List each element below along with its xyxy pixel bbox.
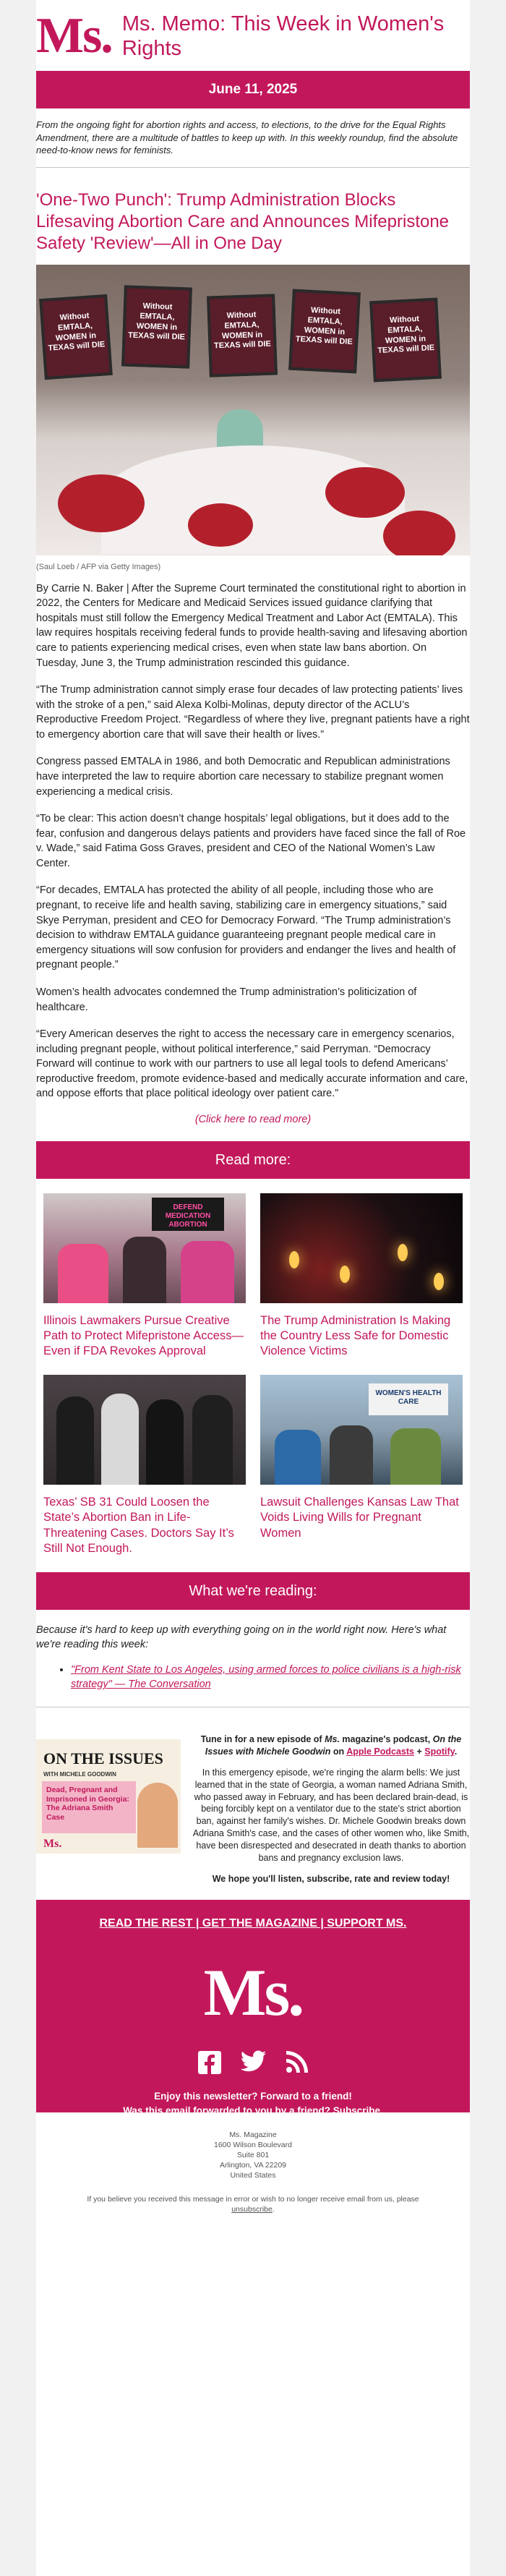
address-line: United States bbox=[230, 2171, 276, 2180]
card-photo[interactable] bbox=[260, 1193, 463, 1303]
red-stain bbox=[383, 511, 455, 555]
card-photo[interactable] bbox=[43, 1375, 246, 1485]
mailing-address bbox=[36, 2112, 470, 2181]
reading-link[interactable]: "From Kent State to Los Angeles, using armed forces to police civilians is a high-risk strategy" — The Conversation bbox=[71, 1663, 461, 1691]
protest-sign: WOMEN'S HEALTH CARE bbox=[369, 1383, 448, 1415]
card-title[interactable]: The Trump Administration Is Making the Country Less Safe for Domestic Violence Victims bbox=[260, 1313, 451, 1358]
facebook-icon[interactable] bbox=[197, 2050, 222, 2075]
card-title[interactable]: Texas’ SB 31 Could Loosen the State’s Abortion Ban in Life-Threatening Cases. Doctors Say It’s Still Not Enough. bbox=[43, 1496, 234, 1555]
card-title[interactable]: Lawsuit Challenges Kansas Law That Voids Living Wills for Pregnant Women bbox=[260, 1496, 459, 1540]
podcast-cover-title: ON THE ISSUES bbox=[43, 1749, 163, 1768]
social-links bbox=[36, 2050, 470, 2075]
podcast-cover-host: WITH MICHELE GOODWIN bbox=[43, 1771, 116, 1778]
header bbox=[36, 0, 470, 64]
reading-heading: What we're reading: bbox=[36, 1572, 470, 1610]
reading-item bbox=[71, 1663, 470, 1692]
article-paragraph: “The Trump administration cannot simply erase four decades of law protecting patients’ lives with the stroke of a pen,” said Alexa Kolbi-Molinas, deputy director of the ACLU’s Reproductive Freedom Project. “Regardless of where they live, pregnant patients have a right to emergency abortion care that will save their health or lives.” bbox=[36, 684, 470, 741]
card-photo[interactable] bbox=[43, 1193, 246, 1303]
ms-logo[interactable]: Ms. bbox=[36, 8, 112, 64]
podcast-cover-logo: Ms. bbox=[43, 1838, 62, 1851]
podcast-cover-episode: Dead, Pregnant and Imprisoned in Georgia: The Adriana Smith Case bbox=[42, 1781, 136, 1833]
protest-sign: Without EMTALA, WOMEN in TEXAS will DIE bbox=[207, 294, 278, 377]
card-photo[interactable] bbox=[260, 1375, 463, 1485]
article-paragraph: Congress passed EMTALA in 1986, and both Democratic and Republican administrations have interpreted the law to require abortion care necessary to stabilize pregnant women experiencing a medical crisis. bbox=[36, 756, 450, 798]
person bbox=[192, 1395, 233, 1485]
reading-section bbox=[36, 1610, 470, 1707]
protester bbox=[275, 1430, 321, 1485]
article-paragraph: “To be clear: This action doesn’t change hospitals’ legal obligations, but it does add to the fear, confusion and dangerous delays patients and providers have faced since the fall of Roe v. Wade,” said Fatima Goss Graves, president and CEO of the National Women’s Law Center. bbox=[36, 813, 466, 869]
read-more-heading: Read more: bbox=[36, 1141, 470, 1179]
host-portrait bbox=[137, 1783, 178, 1848]
card-title[interactable]: Illinois Lawmakers Pursue Creative Path to Protect Mifepristone Access—Even if FDA Revokes Approval bbox=[43, 1313, 244, 1358]
article-paragraph: Women’s health advocates condemned the Trump administration’s politicization of healthcare. bbox=[36, 986, 417, 1013]
podcast-cover[interactable] bbox=[36, 1739, 181, 1854]
article-paragraph: “For decades, EMTALA has protected the ability of all people, including those who are pregnant, to receive life and health saving, stabilizing care in emergency situations,” said Skye Perryman, president and CEO for Democracy Forward. “The Trump administration’s decision to withdraw EMTALA guidance guaranteeing pregnant people medical care in emergency situations will sow confusion for providers and endanger the lives and health of pregnant people.” bbox=[36, 884, 456, 971]
read-more-card[interactable] bbox=[260, 1193, 463, 1359]
read-more-link[interactable]: (Click here to read more) bbox=[194, 1113, 312, 1125]
person bbox=[56, 1396, 94, 1485]
person bbox=[101, 1394, 139, 1485]
reading-intro: Because it's hard to keep up with everything going on in the world right now. Here's what we're reading this week: bbox=[36, 1624, 447, 1651]
unsubscribe-link[interactable]: unsubscribe bbox=[231, 2204, 273, 2214]
reading-list bbox=[36, 1663, 470, 1692]
article-paragraph: “Every American deserves the right to access the necessary care in emergency scenarios, including pregnant people, without political interference,” said Perryman. “Democracy Forward will continue to work with our partners to use all legal tools to defend Americans’ reproductive freedom, promote evidence-based and medically accurate information and care, and oppose efforts that place political ideology over patient care.” bbox=[36, 1028, 468, 1100]
article-body bbox=[36, 581, 470, 1101]
protester bbox=[390, 1428, 441, 1485]
article-paragraph: By Carrie N. Baker | After the Supreme Court terminated the constitutional right to abortion in 2022, the Centers for Medicare and Medicaid Services issued guidance clarifying that hospitals must still follow the Emergency Medical Treatment and Labor Act (EMTALA). This law requires hospitals receiving federal funds to provide health-saving and lifesaving abortion care to patients experiencing medical crises, even when state law bans abortion. On Tuesday, June 3, the Trump administration rescinded this guidance. bbox=[36, 582, 468, 669]
apple-podcasts-link[interactable]: Apple Podcasts bbox=[346, 1746, 414, 1757]
candle bbox=[434, 1273, 444, 1290]
address-line: Suite 801 bbox=[236, 2151, 270, 2160]
newsletter-title: Ms. Memo: This Week in Women's Rights bbox=[121, 12, 445, 60]
red-stain bbox=[58, 474, 145, 532]
subscribe-prompt: Was this email forwarded to you by a friend? Subscribe. bbox=[123, 2104, 383, 2116]
forward-prompt: Enjoy this newsletter? Forward to a friend! bbox=[154, 2090, 352, 2102]
read-more-card[interactable] bbox=[43, 1193, 246, 1359]
newsletter bbox=[36, 0, 470, 2576]
protester bbox=[123, 1237, 166, 1303]
red-stain bbox=[325, 467, 405, 518]
protest-sign: Without EMTALA, WOMEN in TEXAS will DIE bbox=[288, 289, 361, 373]
protest-sign: DEFEND MEDICATION ABORTION bbox=[152, 1198, 224, 1231]
candle bbox=[289, 1251, 299, 1268]
podcast-intro: Tune in for a new episode of Ms. magazine's podcast, On the Issues with Michele Goodwin on Apple Podcasts + Spotify. bbox=[200, 1734, 462, 1757]
address-line: Arlington, VA 22209 bbox=[219, 2161, 287, 2170]
spotify-link[interactable]: Spotify bbox=[424, 1746, 455, 1757]
photo-caption: (Saul Loeb / AFP via Getty Images) bbox=[36, 562, 161, 571]
read-more-grid bbox=[36, 1179, 470, 1572]
read-more-card[interactable] bbox=[260, 1375, 463, 1556]
protester bbox=[58, 1244, 108, 1303]
candle bbox=[340, 1266, 350, 1283]
read-more-card[interactable] bbox=[43, 1375, 246, 1556]
intro-text: From the ongoing fight for abortion rights and access, to elections, to the drive for the Equal Rights Amendment, there are a multitude of battles to keep up with. In this weekly roundup, find the absolute need-to-know news for feminists. bbox=[36, 108, 470, 168]
protest-sign: Without EMTALA, WOMEN in TEXAS will DIE bbox=[39, 294, 113, 379]
unsubscribe-note: If you believe you received this message in error or wish to no longer receive email from us, please unsubscribe. bbox=[87, 2194, 419, 2214]
footer-logo[interactable]: Ms. bbox=[203, 1955, 303, 2029]
rss-icon[interactable] bbox=[286, 2050, 309, 2073]
protest-sign: Without EMTALA, WOMEN in TEXAS will DIE bbox=[121, 285, 192, 368]
subscribe-link[interactable]: Subscribe bbox=[333, 2104, 381, 2116]
red-stain bbox=[188, 503, 253, 547]
date-bar: June 11, 2025 bbox=[36, 71, 470, 108]
podcast-description: In this emergency episode, we're ringing the alarm bells: We just learned that in the state of Georgia, a woman named Adriana Smith, who passed away in February, and has been declared brain-dead, is being forcibly kept on a ventilator due to the state's strict abortion ban, against her family's wishes. Dr. Michele Goodwin breaks down Adriana Smith's case, and the cases of other women who, like Smith, have been disrespected and desecrated in death thanks to abortion bans and pregnancy exclusion laws. bbox=[192, 1767, 470, 1863]
footer-links[interactable]: READ THE REST | GET THE MAGAZINE | SUPPORT MS. bbox=[99, 1916, 407, 1929]
podcast-section bbox=[36, 1707, 470, 1900]
footer bbox=[36, 1900, 470, 2116]
twitter-icon[interactable] bbox=[241, 2050, 267, 2073]
candle bbox=[398, 1244, 408, 1261]
article-photo[interactable] bbox=[36, 265, 470, 555]
podcast-closing: We hope you'll listen, subscribe, rate and review today! bbox=[212, 1873, 450, 1884]
article-headline[interactable]: 'One-Two Punch': Trump Administration Blocks Lifesaving Abortion Care and Announces Mifepristone Safety 'Review'—All in One Day bbox=[36, 189, 450, 253]
address-name: Ms. Magazine bbox=[229, 2130, 277, 2139]
protester bbox=[181, 1241, 234, 1303]
podcast-text bbox=[181, 1733, 470, 1885]
protest-sign: Without EMTALA, WOMEN in TEXAS will DIE bbox=[369, 297, 442, 382]
person bbox=[146, 1399, 184, 1485]
address-line: 1600 Wilson Boulevard bbox=[214, 2140, 292, 2149]
protester bbox=[330, 1425, 373, 1485]
